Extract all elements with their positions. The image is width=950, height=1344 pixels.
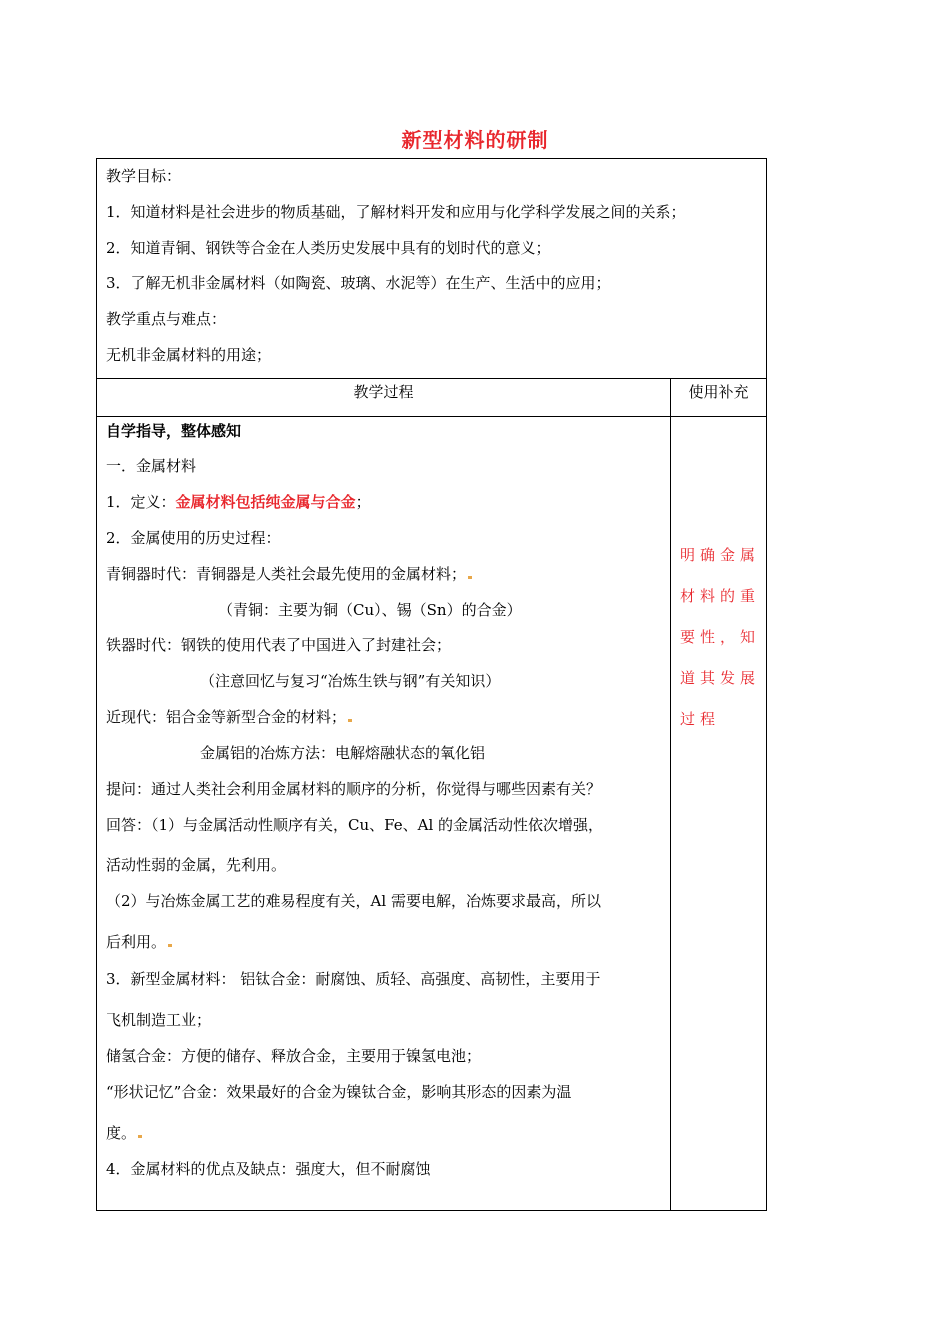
content-line: 2．金属使用的历史过程： [106,529,281,547]
side-note-line: 材料的重 [680,587,761,605]
definition-line [106,492,371,512]
content-line [106,932,172,952]
content-line: 金属铝的冶炼方法：电解熔融状态的氧化铝 [200,744,486,762]
objectives-heading: 教学目标： [106,167,182,185]
content-line [106,707,352,727]
content-line: 提问：通过人类社会利用金属材料的顺序的分析，你觉得与哪些因素有关？ [106,780,602,798]
key-text: 无机非金属材料的用途； [106,346,272,364]
content-text: 后利用。 [106,933,167,951]
side-note-line: 明确金属 [680,546,761,564]
side-note-line: 道其发展 [680,669,761,687]
content-line: 铁器时代：钢铁的使用代表了中国进入了封建社会； [106,636,452,654]
content-line: 储氢合金：方便的储存、释放合金，主要用于镍氢电池； [106,1047,482,1065]
content-line: 飞机制造工业； [106,1011,212,1029]
mark-dot [168,944,172,947]
content-line: “形状记忆”合金：效果最好的合金为镍钛合金，影响其形态的因素为温 [106,1083,572,1101]
key-heading: 教学重点与难点： [106,310,227,328]
definition-suffix: ； [355,493,371,511]
side-note-line: 要性，知 [680,628,761,646]
objective-item: 2．知道青铜、钢铁等合金在人类历史发展中具有的划时代的意义； [106,239,551,257]
side-note-line: 过程 [680,710,721,728]
objective-item: 3．了解无机非金属材料（如陶瓷、玻璃、水泥等）在生产、生活中的应用； [106,274,611,292]
content-line: （2）与冶炼金属工艺的难易程度有关，Al 需要电解，冶炼要求最高，所以 [106,892,601,910]
objective-item: 1．知道材料是社会进步的物质基础，了解材料开发和应用与化学科学发展之间的关系； [106,203,686,221]
content-line: 3．新型金属材料： 铝钛合金：耐腐蚀、质轻、高强度、高韧性，主要用于 [106,970,601,988]
content-line [106,1123,142,1143]
section-title: 自学指导，整体感知 [106,422,242,440]
content-text: 度。 [106,1124,137,1142]
content-line: 一．金属材料 [106,457,197,475]
content-line: 4．金属材料的优点及缺点：强度大，但不耐腐蚀 [106,1160,431,1178]
content-line: （青铜：主要为铜（Cu）、锡（Sn）的合金） [218,601,522,619]
supplement-header: 使用补充 [688,383,749,401]
page-title: 新型材料的研制 [401,128,549,152]
content-line: （注意回忆与复习“冶炼生铁与钢”有关知识） [200,672,501,690]
content-text: 近现代：铝合金等新型合金的材料； [106,708,347,726]
content-line: 回答：（1）与金属活动性顺序有关，Cu、Fe、Al 的金属活动性依次增强， [106,816,604,834]
process-header: 教学过程 [353,383,414,401]
supplement-content-cell [670,416,767,1211]
mark-dot [468,576,472,579]
content-line [106,564,472,584]
mark-dot [138,1135,142,1138]
content-text: 青铜器时代：青铜器是人类社会最先使用的金属材料； [106,565,467,583]
content-line: 活动性弱的金属，先利用。 [106,856,287,874]
definition-highlight: 金属材料包括纯金属与合金 [175,493,356,511]
mark-dot [348,719,352,722]
definition-prefix: 1．定义： [106,493,176,511]
